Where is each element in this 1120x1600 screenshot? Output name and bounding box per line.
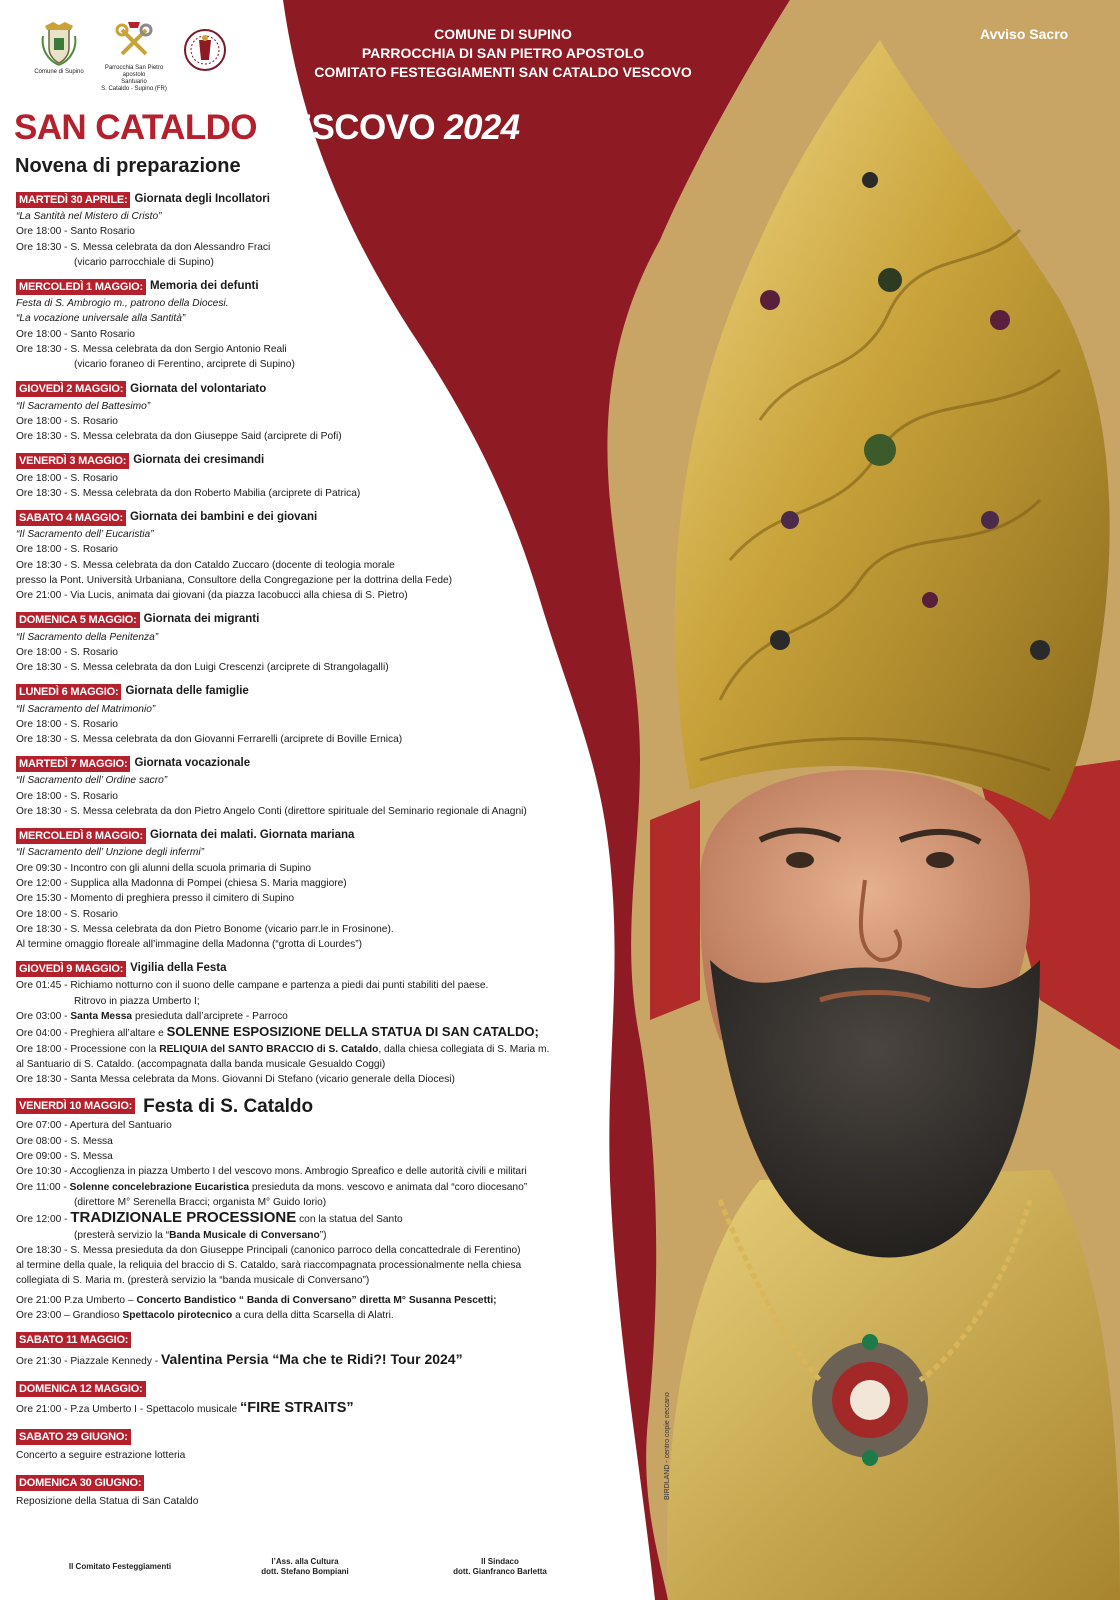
program-line [16,1398,616,1420]
line-part: con la statua del Santo [296,1214,403,1226]
avviso-sacro-label: Avviso Sacro [980,26,1069,42]
day-theme: Giornata del volontariato [130,382,267,395]
logo-comitato [182,22,228,81]
day-quote: “Il Sacramento della Penitenza” [16,631,159,643]
day-theme: Vigilia della Festa [130,962,227,975]
poster-header [283,25,723,82]
program-line: Ore 09:00 - S. Messa [16,1151,113,1163]
logo-parrocchia-line3: S. Cataldo - Supino (FR) [101,86,167,92]
day-date: VENERDÌ 10 MAGGIO: [16,1098,135,1114]
program-line: Ore 18:00 - S. Rosario [16,415,118,427]
day-theme: Memoria dei defunti [149,280,259,293]
line-part: Ore 04:00 - Preghiera all’altare e [16,1028,167,1040]
program-line: Ore 18:00 - S. Rosario [16,790,118,802]
program-line: presso la Pont. Università Urbaniana, Consultore della Congregazione per la dottrina della Fede) [16,575,453,587]
coat-of-arms-icon [41,22,77,66]
day-theme: Giornata dei malati. Giornata mariana [149,829,355,842]
line-part-bold: RELIQUIA del SANTO BRACCIO di S. Cataldo [159,1043,379,1055]
day-date: MERCOLEDÌ 8 MAGGIO: [16,828,146,844]
program-line: Ore 18:30 - S. Messa celebrata da don Sergio Antonio Reali [16,344,287,356]
day-theme: Giornata dei bambini e dei giovani [129,511,318,523]
round-seal-icon [183,22,227,78]
program-day [16,611,616,676]
program-day-vigilia [16,959,616,1087]
program-line [16,1009,616,1024]
day-quote: “Il Sacramento dell’ Unzione degli infermi” [16,847,204,859]
line-part-bold: “FIRE STRAITS” [240,1400,354,1417]
program-day [16,508,616,603]
program-line: Ore 18:30 - S. Messa celebrata da don Giuseppe Said (arciprete di Pofi) [16,431,342,443]
line-part: presieduta dall’arciprete - Parroco [132,1010,288,1022]
program-line [16,1293,616,1308]
logo-comune-label: Comune di Supino [34,69,84,75]
signature-comitato [50,1562,190,1572]
day-date: SABATO 11 MAGGIO: [16,1332,131,1348]
program-line: collegiata di S. Maria m. (presterà servizio la “banda musicale di Conversano”) [16,1275,370,1287]
program-line: Ore 18:30 - S. Messa celebrata da don Alessandro Fraci [16,241,271,253]
program-day [16,754,616,819]
program-day [16,277,616,372]
program-line: (vicario foraneo di Ferentino, arciprete di Supino) [74,359,295,371]
day-quote: “La vocazione universale alla Santità” [16,313,186,325]
line-part-bold: SOLENNE ESPOSIZIONE DELLA STATUA DI SAN CATALDO; [166,1024,539,1040]
program-line: Ore 18:00 - Santo Rosario [16,328,135,340]
day-quote: “Il Sacramento dell’ Ordine sacro” [16,775,168,787]
program-line: Ore 18:30 - S. Messa presieduta da don Giuseppe Principali (canonico parroco della concattedrale di Ferentino) [16,1244,521,1256]
program-day [16,452,616,502]
day-quote: Festa di S. Ambrogio m., patrono della Diocesi. [16,298,229,310]
program-line: Ore 10:30 - Accoglienza in piazza Umberto I del vescovo mons. Ambrogio Spreafico e delle autorità civili e militari [16,1166,527,1178]
line-part: Ore 21:00 P.za Umberto – [16,1294,137,1306]
program-line: Ore 21:00 - Via Lucis, animata dai giovani (da piazza Iacobucci alla chiesa di S. Pietro) [16,590,408,602]
header-line-parrocchia: PARROCCHIA DI SAN PIETRO APOSTOLO [361,45,645,61]
line-part-bold: Valentina Persia “Ma che te Ridi?! Tour 2024” [160,1351,463,1368]
program-line: Ore 18:30 - S. Messa celebrata da don Pietro Bonome (vicario parr.le in Frosinone). [16,923,394,935]
crossed-keys-icon [114,22,154,62]
program-line: Ore 08:00 - S. Messa [16,1135,113,1147]
day-quote: “La Santità nel Mistero di Cristo” [16,211,162,222]
program-day [16,1427,616,1466]
day-date: VENERDÌ 3 MAGGIO: [16,453,129,469]
title-san-cataldo: SAN CATALDO [14,108,257,147]
program-line: Al termine omaggio floreale all’immagine della Madonna (“grotta di Lourdes”) [16,939,362,951]
program-line: Concerto a seguire estrazione lotteria [16,1450,186,1462]
program-line: Ore 18:30 - S. Messa celebrata da don Luigi Crescenzi (arciprete di Strangolagalli) [16,662,389,674]
program-line: Ore 18:30 - S. Messa celebrata da don Cataldo Zuccaro (docente di teologia morale [16,559,395,571]
signature-name: dott. Gianfranco Barletta [453,1567,547,1576]
program-line [16,1210,616,1227]
program-line: Ore 18:30 - Santa Messa celebrata da Mons. Giovanni Di Stefano (vicario generale della Diocesi) [16,1074,455,1086]
program-line [16,1308,616,1323]
line-part: Ore 21:30 - Piazzale Kennedy - [16,1356,161,1368]
day-date: DOMENICA 5 MAGGIO: [16,612,140,628]
logo-parrocchia [94,22,174,93]
program-list [16,190,616,1519]
program-day-festa [16,1094,616,1323]
day-theme: Giornata degli Incollatori [134,192,270,205]
line-part-bold: Banda Musicale di Conversano [169,1229,320,1241]
program-day [16,826,616,952]
program-line: Ore 18:00 - S. Rosario [16,472,118,484]
day-quote: “Il Sacramento del Battesimo” [16,400,151,412]
line-part-bold: Santa Messa [70,1010,133,1022]
program-line: Ore 18:00 - S. Rosario [16,646,118,658]
signature-role: l’Ass. alla Cultura [271,1557,339,1566]
program-line: (direttore M° Serenella Bracci; organista M° Guido Iorio) [74,1196,327,1208]
program-line: Ore 18:00 - S. Rosario [16,908,118,920]
poster-subtitle: Novena di preparazione [15,155,241,177]
program-line [16,1180,616,1195]
program-line: Ore 18:30 - S. Messa celebrata da don Pietro Angelo Conti (direttore spirituale del Seminario regionale di Anagni) [16,806,527,818]
program-line: Ore 18:00 - S. Rosario [16,718,118,730]
line-part-bold: Solenne concelebrazione Eucaristica [69,1181,250,1193]
header-line-comune: COMUNE DI SUPINO [434,26,572,42]
printer-credit: BIRDLAND - centro copie ceccano [664,1392,671,1500]
header-line-comitato: COMITATO FESTEGGIAMENTI SAN CATALDO VESCOVO [314,64,692,80]
signature-name: dott. Stefano Bompiani [261,1567,349,1576]
program-line: Ore 18:30 - S. Messa celebrata da don Giovanni Ferrarelli (arciprete di Boville Ernica) [16,734,403,746]
day-date: SABATO 29 GIUGNO: [16,1429,131,1445]
day-date: LUNEDÌ 6 MAGGIO: [16,684,121,700]
program-line: Ore 15:30 - Momento di preghiera presso il cimitero di Supino [16,893,295,905]
program-line: Ore 18:00 - Santo Rosario [16,226,135,238]
line-part: a cura della ditta Scarsella di Alatri. [232,1310,394,1322]
title-vescovo: VESCOVO [266,108,435,147]
signature-assessore [240,1557,370,1577]
day-theme: Giornata dei cresimandi [133,454,265,467]
day-theme: Giornata vocazionale [134,757,251,770]
program-line [16,1228,616,1243]
program-line: Ore 07:00 - Apertura del Santuario [16,1120,172,1132]
line-part: Ore 23:00 – Grandioso [16,1310,123,1322]
line-part: ”) [319,1229,327,1241]
program-line: Ore 18:00 - S. Rosario [16,544,118,556]
program-day [16,1379,616,1420]
day-date: MERCOLEDÌ 1 MAGGIO: [16,279,146,295]
line-part: Ore 11:00 - [16,1181,70,1193]
line-part: Ore 12:00 - [16,1214,71,1226]
line-part-bold: Concerto Bandistico “ Banda di Conversano” diretta M° Susanna Pescetti; [136,1294,497,1306]
line-part: presieduta da mons. vescovo e animata dal “coro diocesano” [249,1181,528,1193]
program-day [16,1473,616,1512]
program-day [16,683,616,748]
program-day [16,380,616,445]
logo-comune [24,22,94,76]
day-date: MARTEDÌ 7 MAGGIO: [16,756,130,772]
program-line [16,1024,616,1041]
program-line: Ore 12:00 - Supplica alla Madonna di Pompei (chiesa S. Maria maggiore) [16,877,347,889]
program-line: al termine della quale, la reliquia del braccio di S. Cataldo, sarà riaccompagnata processionalmente nella chiesa [16,1260,522,1272]
poster-title [14,108,520,148]
day-date: DOMENICA 30 GIUGNO: [16,1475,144,1491]
signature-role: Il Sindaco [481,1557,519,1566]
signature-sindaco [430,1557,570,1577]
day-theme: Giornata dei migranti [143,613,260,626]
day-date: MARTEDÌ 30 APRILE: [16,192,130,208]
program-line: Ore 18:30 - S. Messa celebrata da don Roberto Mabilia (arciprete di Patrica) [16,487,361,499]
program-day [16,1330,616,1372]
day-date: SABATO 4 MAGGIO: [16,510,126,526]
program-day [16,190,616,270]
day-quote: “Il Sacramento dell’ Eucaristia” [16,529,154,541]
program-line: Ritrovo in piazza Umberto I; [74,995,200,1007]
program-line: Ore 09:30 - Incontro con gli alunni della scuola primaria di Supino [16,862,312,874]
day-date: DOMENICA 12 MAGGIO: [16,1381,146,1397]
program-line: al Santuario di S. Cataldo. (accompagnata dalla banda musicale Gesualdo Coggi) [16,1058,386,1070]
line-part-bold: TRADIZIONALE PROCESSIONE [70,1209,297,1227]
day-date: GIOVEDÌ 2 MAGGIO: [16,381,126,397]
day-theme: Festa di S. Cataldo [143,1095,314,1117]
program-line: Reposizione della Statua di San Cataldo [16,1496,199,1508]
line-part: Ore 21:00 - P.za Umberto I - Spettacolo musicale [16,1404,241,1416]
program-line [16,1349,616,1372]
signature-text: Il Comitato Festeggiamenti [68,1562,172,1571]
day-theme: Giornata delle famiglie [125,685,249,698]
program-line [16,1042,616,1057]
title-year: 2024 [444,108,520,147]
program-line: (vicario parrocchiale di Supino) [74,256,214,268]
program-line: Ore 01:45 - Richiamo notturno con il suono delle campane e partenza a piedi dai punti stabiliti del paese. [16,980,489,992]
day-quote: “Il Sacramento del Matrimonio” [16,703,156,715]
logo-parrocchia-line1: Parrocchia San Pietro apostolo [104,65,164,78]
line-part: Ore 03:00 - [16,1010,71,1022]
line-part-bold: Spettacolo pirotecnico [122,1310,233,1322]
logo-parrocchia-line2: Santuario [121,79,147,85]
line-part: (presterà servizio la “ [74,1229,170,1241]
day-date: GIOVEDÌ 9 MAGGIO: [16,961,126,977]
line-part: , dalla chiesa collegiata di S. Maria m. [378,1043,550,1055]
line-part: Ore 18:00 - Processione con la [16,1043,160,1055]
